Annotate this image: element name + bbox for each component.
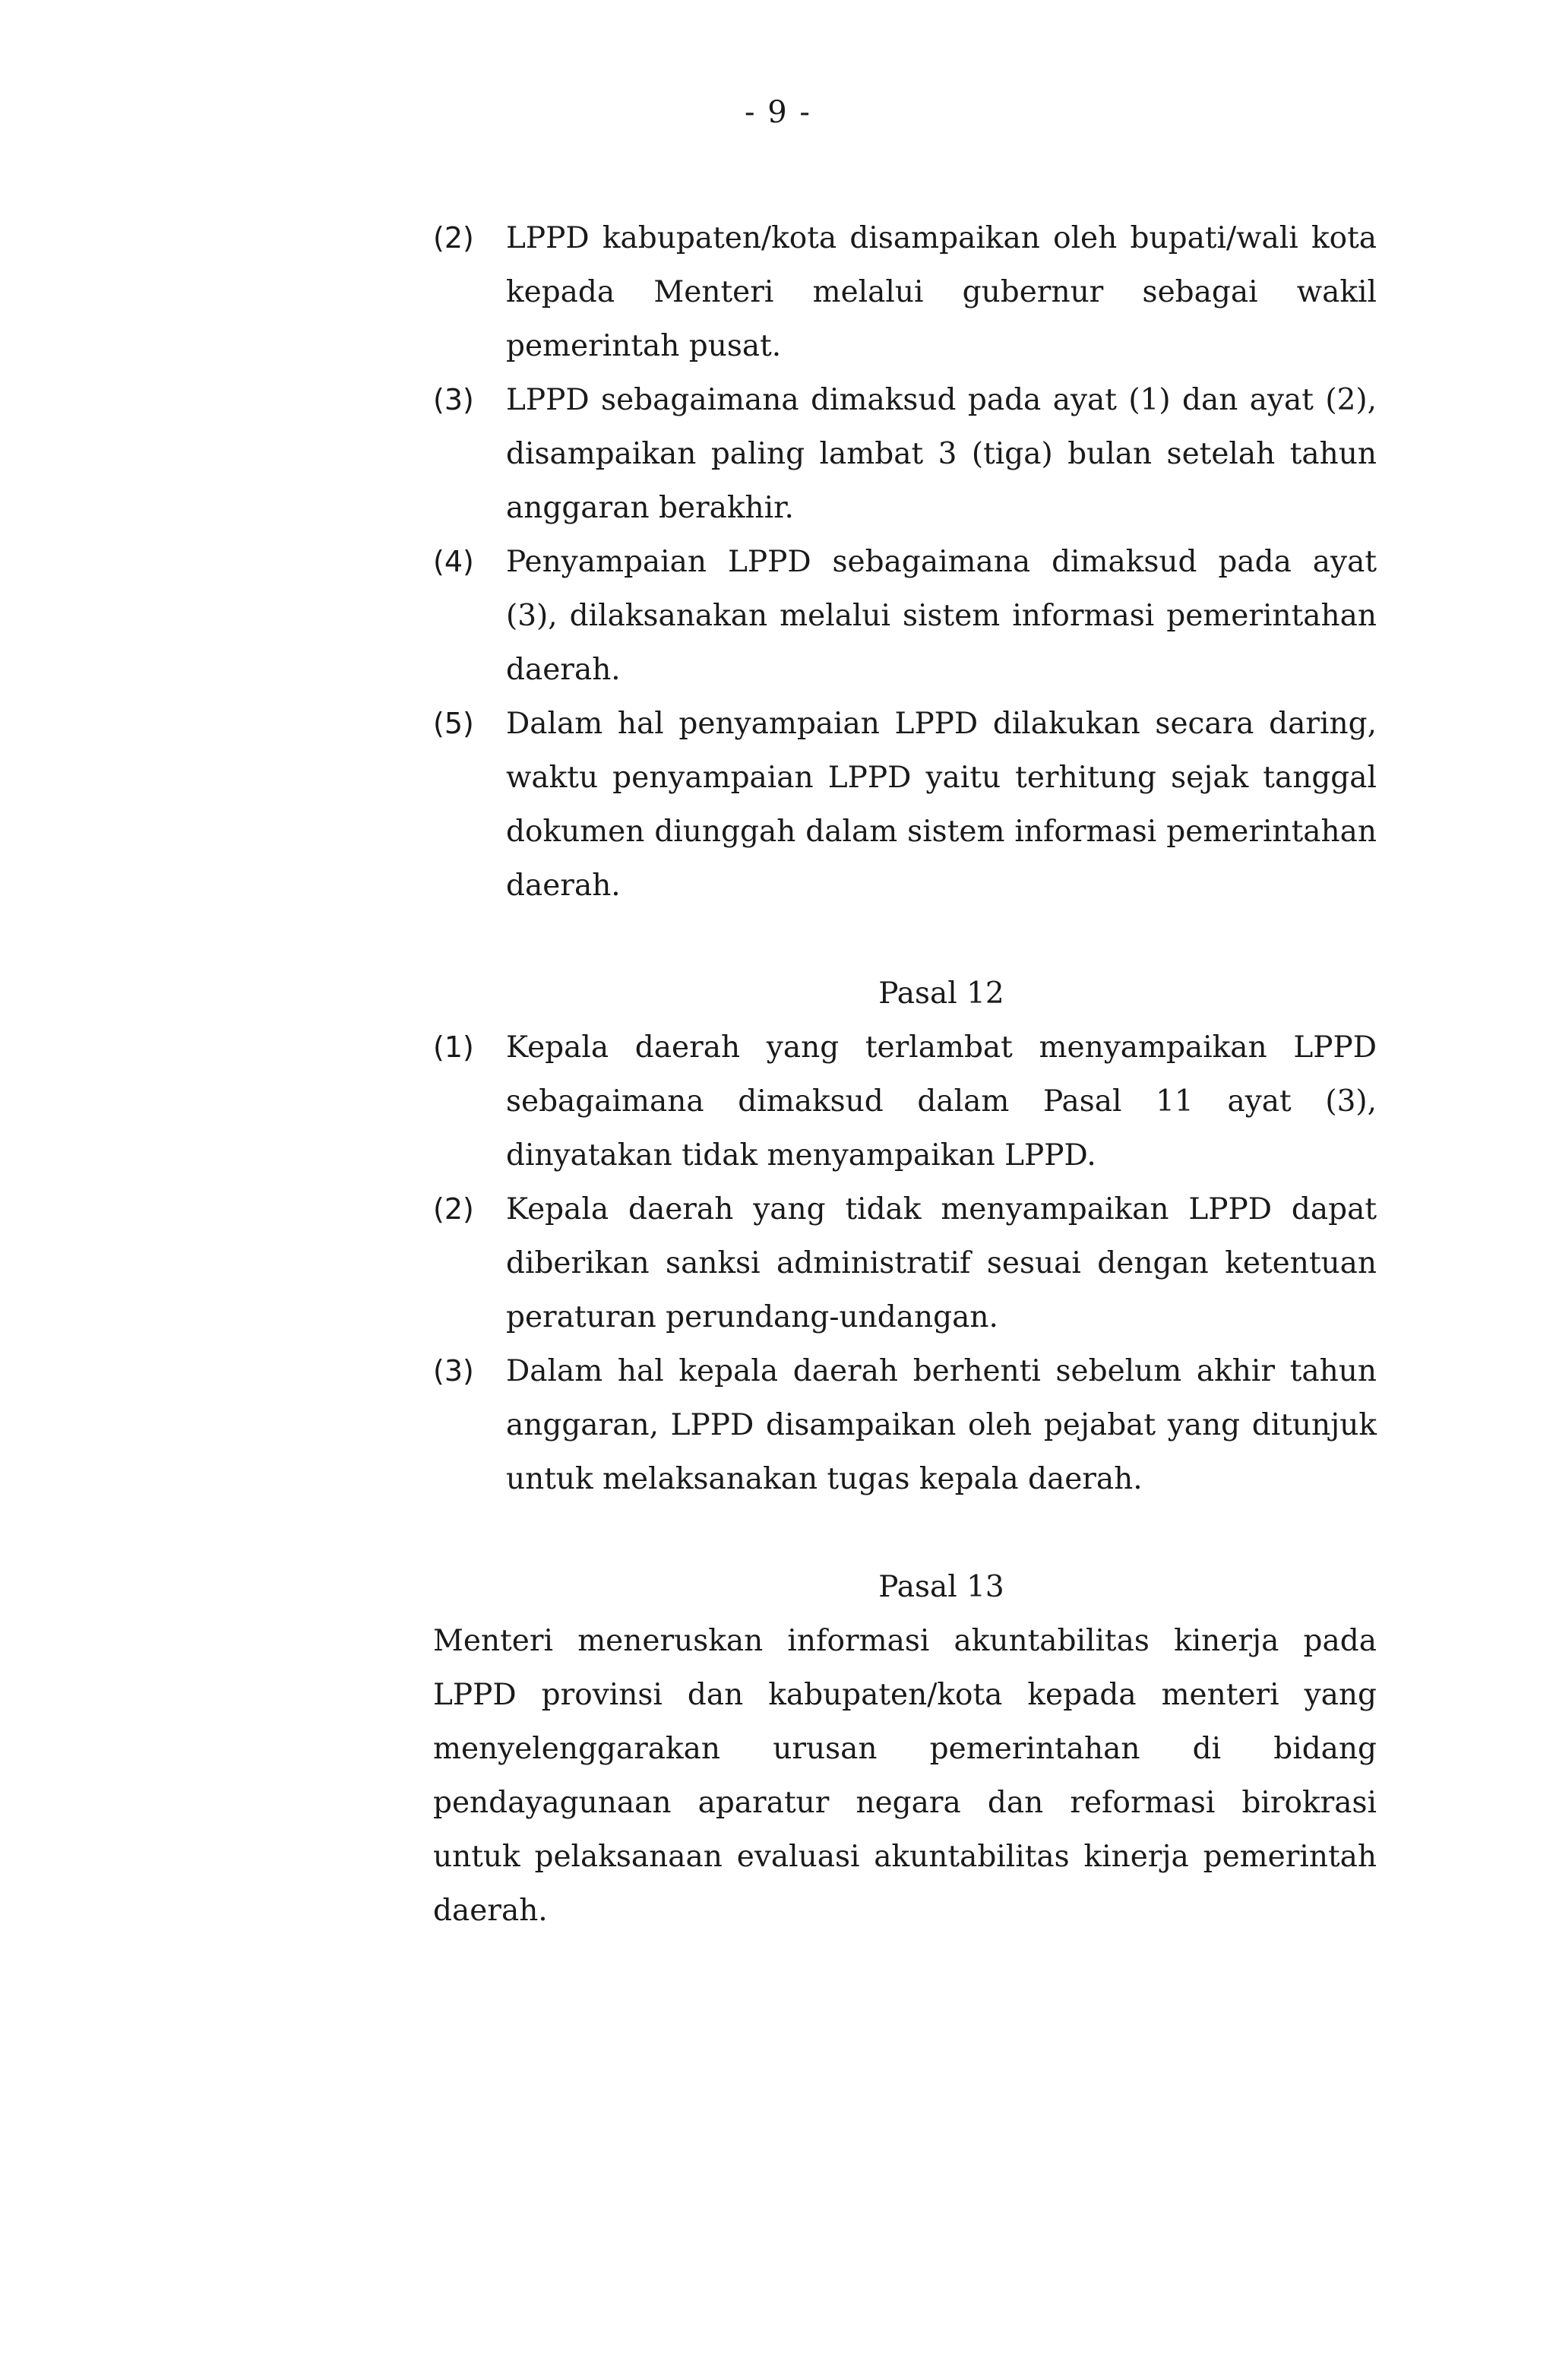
item-number: (4) [433,545,474,578]
list-item [433,1021,1377,1182]
item-number: (5) [433,707,474,740]
item-text: Penyampaian LPPD sebagaimana dimaksud pada ayat (3), dilaksanakan melalui sistem informasi pemerintahan daerah. [506,545,1377,687]
item-number: (2) [433,221,474,255]
item-text: Dalam hal kepala daerah berhenti sebelum akhir tahun anggaran, LPPD disampaikan oleh pejabat yang ditunjuk untuk melaksanakan tugas kepala daerah. [506,1354,1377,1496]
pasal-12-items [433,1021,1377,1506]
list-item [433,1344,1377,1506]
item-text: LPPD kabupaten/kota disampaikan oleh bupati/wali kota kepada Menteri melalui gubernur sebagai wakil pemerintah pusat. [506,221,1377,363]
list-item [433,535,1377,697]
pasal-12-heading: Pasal 12 [878,976,1004,1011]
item-text: Dalam hal penyampaian LPPD dilakukan secara daring, waktu penyampaian LPPD yaitu terhitung sejak tanggal dokumen diunggah dalam sistem informasi pemerintahan daerah. [506,707,1377,903]
item-number: (3) [433,383,474,416]
item-number: (2) [433,1192,474,1226]
list-item [433,1182,1377,1344]
section-prev-items [433,211,1377,913]
item-number: (3) [433,1354,474,1388]
list-item [433,373,1377,535]
section-spacer [433,1506,1377,1560]
item-text: LPPD sebagaimana dimaksud pada ayat (1) dan ayat (2), disampaikan paling lambat 3 (tiga) bulan setelah tahun anggaran berakhir. [506,383,1377,525]
list-item [433,697,1377,913]
section-spacer [433,913,1377,967]
list-item [433,211,1377,373]
document-body [433,211,1377,1938]
page-number: - 9 - [745,95,811,130]
pasal-13-heading: Pasal 13 [878,1570,1004,1604]
pasal-13-paragraph: Menteri meneruskan informasi akuntabilitas kinerja pada LPPD provinsi dan kabupaten/kota kepada menteri yang menyelenggarakan urusan pemerintahan di bidang pendayagunaan aparatur negara dan reformasi birokrasi untuk pelaksanaan evaluasi akuntabilitas kinerja pemerintah daerah. [433,1624,1377,1928]
item-text: Kepala daerah yang tidak menyampaikan LPPD dapat diberikan sanksi administratif sesuai dengan ketentuan peraturan perundang-undangan. [506,1192,1377,1334]
item-text: Kepala daerah yang terlambat menyampaikan LPPD sebagaimana dimaksud dalam Pasal 11 ayat (3), dinyatakan tidak menyampaikan LPPD. [506,1030,1377,1173]
item-number: (1) [433,1030,474,1064]
